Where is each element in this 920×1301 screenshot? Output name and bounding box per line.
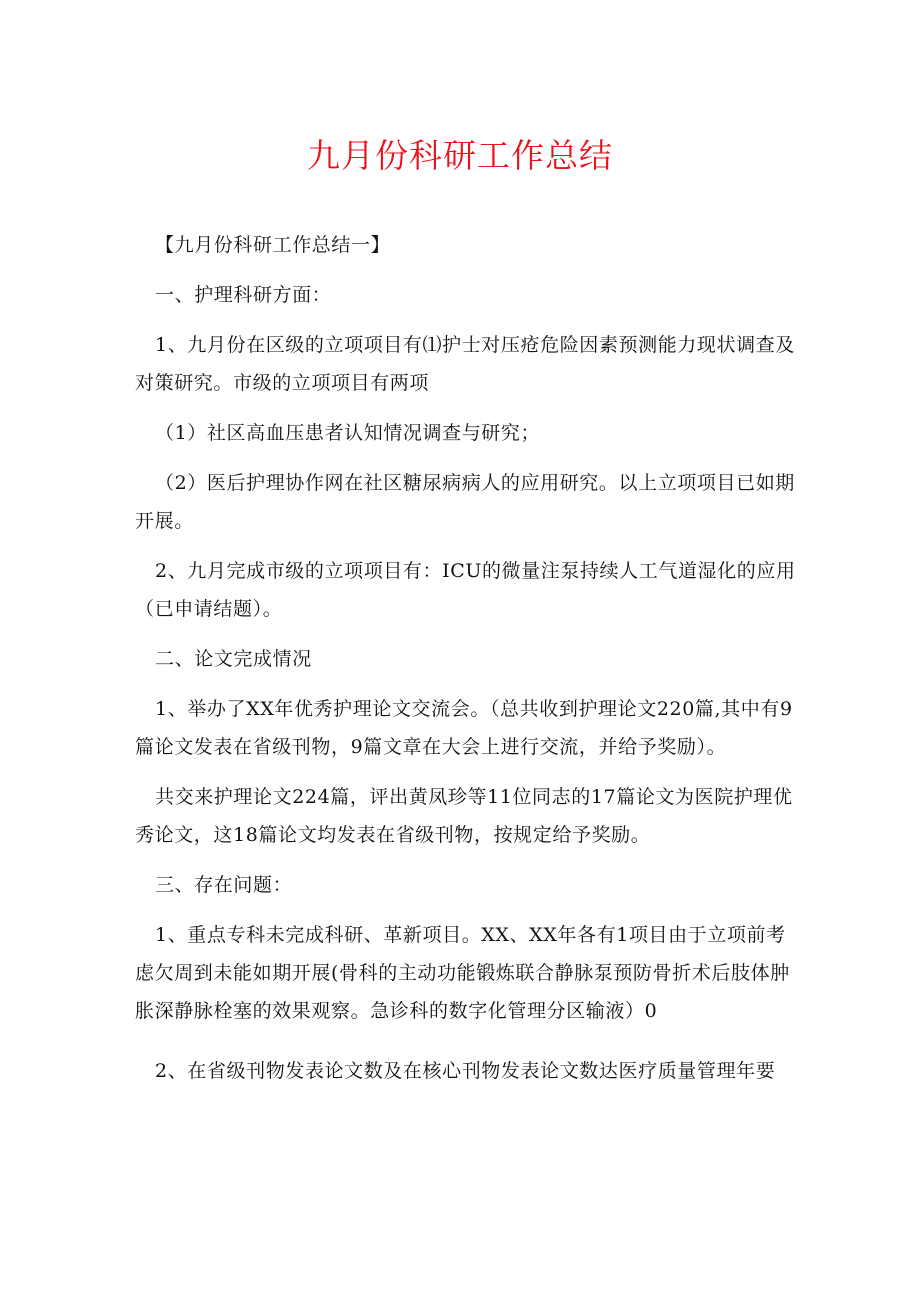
paragraph: 1、重点专科未完成科研、革新项目。XX、XX年各有1项目由于立项前考虑欠周到未能如期开展(骨科的主动功能锻炼联合静脉泵预防骨折术后肢体肿胀深静脉栓塞的效果观察。急诊科的数字化管理分区输液）0: [135, 924, 790, 1022]
paragraph: 2、九月完成市级的立项项目有：ICU的微量注泵持续人工气道湿化的应用（已申请结题）。: [135, 560, 796, 620]
paragraph: 2、在省级刊物发表论文数及在核心刊物发表论文数达医疗质量管理年要: [155, 1060, 776, 1082]
paragraph: （2）医后护理协作网在社区糖尿病病人的应用研究。以上立项项目已如期开展。: [135, 472, 795, 532]
paragraph: 1、九月份在区级的立项项目有⑴护士对压疮危险因素预测能力现状调查及对策研究。市级的立项项目有两项: [135, 334, 795, 394]
section-heading: 【九月份科研工作总结一】: [155, 234, 391, 256]
document-title: 九月份科研工作总结: [307, 136, 613, 175]
section-heading: 一、护理科研方面：: [155, 284, 332, 306]
paragraph: 共交来护理论文224篇，评出黄凤珍等11位同志的17篇论文为医院护理优秀论文，这18篇论文均发表在省级刊物，按规定给予奖励。: [135, 786, 793, 846]
paragraph: （1）社区高血压患者认知情况调查与研究；: [155, 422, 541, 444]
section-heading: 二、论文完成情况: [155, 648, 312, 670]
paragraph: 1、举办了XX年优秀护理论文交流会。（总共收到护理论文220篇,其中有9篇论文发表在省级刊物，9篇文章在大会上进行交流，并给予奖励）。: [135, 698, 793, 758]
section-heading: 三、存在问题：: [155, 874, 293, 896]
document-body: [135, 226, 805, 1102]
